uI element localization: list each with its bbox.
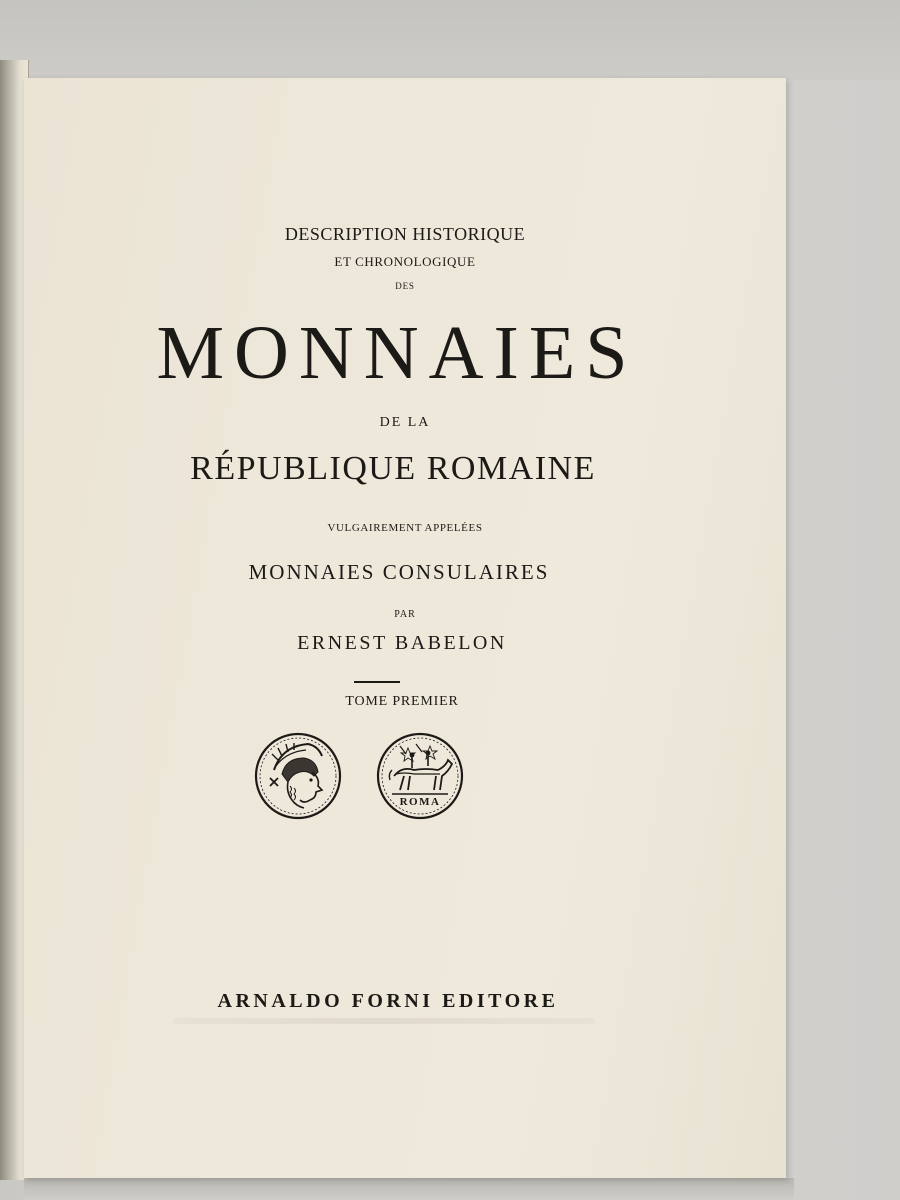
line-monnaies-consulaires: MONNAIES CONSULAIRES	[248, 560, 550, 584]
line-par: PAR	[394, 609, 416, 620]
line-de-la: DE LA	[379, 415, 431, 430]
line-description: DESCRIPTION HISTORIQUE	[284, 224, 526, 244]
main-title: MONNAIES	[156, 311, 638, 395]
divider-rule	[354, 681, 400, 683]
publisher-name: ARNALDO FORNI EDITORE	[217, 990, 559, 1012]
roma-helmeted-head-icon	[252, 730, 344, 822]
page-shadow	[24, 1178, 794, 1200]
line-vulgairement: VULGAIREMENT APPELÉES	[327, 522, 483, 534]
line-des: DES	[395, 281, 415, 291]
volume-label: TOME PREMIER	[345, 694, 459, 709]
coin-reverse	[374, 730, 466, 822]
background-top	[0, 0, 900, 80]
dioscuri-horsemen-icon	[374, 730, 466, 822]
coin-obverse	[252, 730, 344, 822]
coin-legend: ROMA	[399, 796, 441, 808]
author-name: ERNEST BABELON	[297, 632, 507, 654]
line-chronologique: ET CHRONOLOGIQUE	[334, 254, 476, 269]
subtitle: RÉPUBLIQUE ROMAINE	[190, 450, 596, 487]
show-through-text	[174, 1018, 594, 1024]
title-page	[24, 78, 786, 1178]
